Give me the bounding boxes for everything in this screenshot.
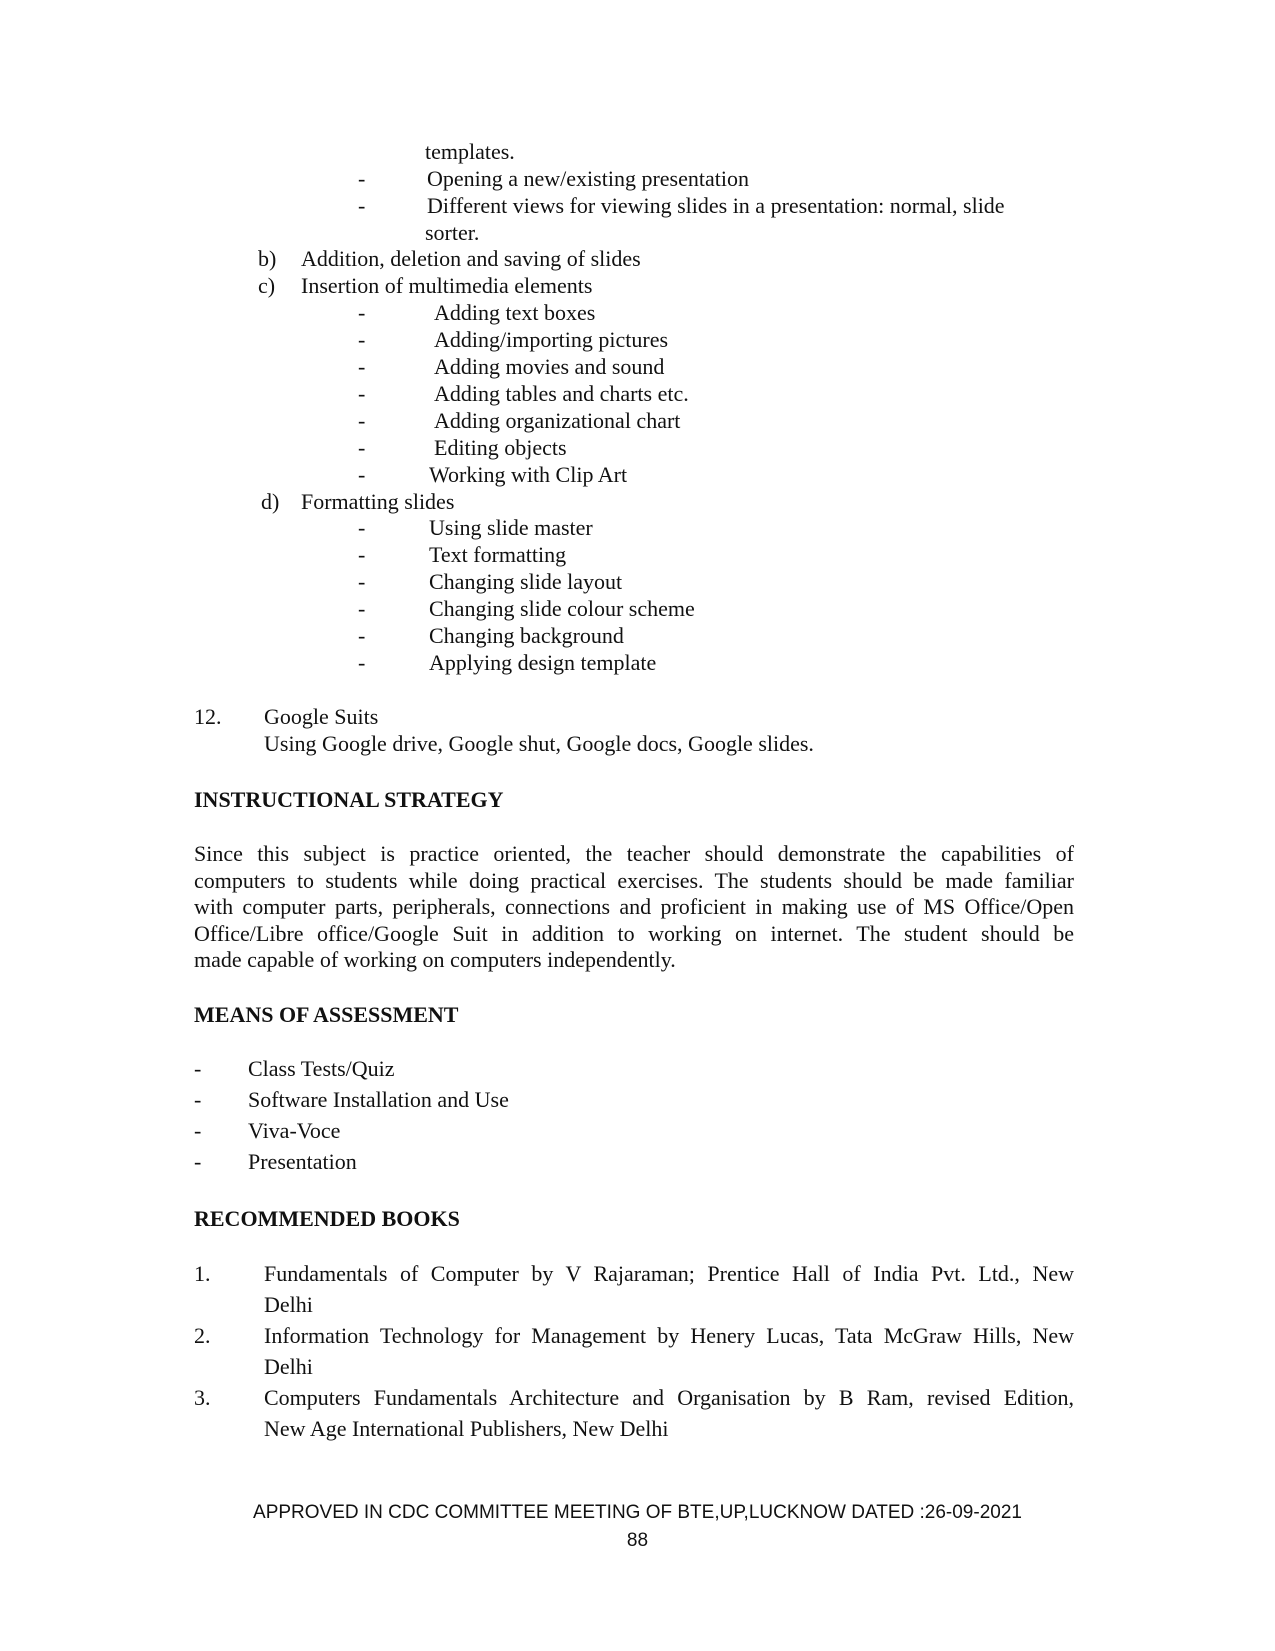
book-text [264,1382,1074,1444]
means-of-assessment-heading: MEANS OF ASSESSMENT [194,1002,459,1027]
dash-marker: - [358,300,366,325]
dash-marker: - [358,166,366,191]
paragraph-line: with computer parts, peripherals, connections and proficient in making use of MS Office/Open [194,894,1074,919]
list-item: Adding tables and charts etc. [434,381,689,406]
dash-marker: - [358,596,366,621]
paragraph-line: made capable of working on computers independently. [194,947,676,972]
list-item: Changing background [429,623,624,648]
book-line: Computers Fundamentals Architecture and Organisation by B Ram, revised Edition, [264,1385,1074,1410]
assessment-item: Class Tests/Quiz [248,1056,395,1081]
book-number: 2. [194,1323,211,1348]
book-text [264,1320,1074,1382]
list-item: Text formatting [429,542,567,567]
topic-number: 12. [194,704,222,729]
paragraph-line: computers to students while doing practical exercises. The students should be made familiar [194,867,1074,893]
page-number: 88 [626,1530,649,1551]
dash-marker: - [194,1056,202,1081]
instructional-strategy-heading: INSTRUCTIONAL STRATEGY [194,787,504,812]
list-item: Applying design template [429,650,657,675]
dash-marker: - [358,327,366,352]
list-item: Adding organizational chart [434,408,681,433]
topic-title: Google Suits [264,704,379,729]
topic-detail: Using Google drive, Google shut, Google docs, Google slides. [264,731,814,756]
recommended-books-heading: RECOMMENDED BOOKS [194,1206,460,1231]
dash-marker: - [194,1149,202,1174]
dash-marker: - [358,193,366,218]
book-number: 3. [194,1385,211,1410]
dash-marker: - [358,462,366,487]
section-marker-c: c) [258,273,276,298]
dash-marker: - [358,569,366,594]
list-item: Working with Clip Art [429,462,628,487]
dash-marker: - [358,623,366,648]
assessment-item: Presentation [248,1149,357,1174]
section-title-b: Addition, deletion and saving of slides [301,246,641,271]
dash-marker: - [358,408,366,433]
dash-marker: - [358,435,366,460]
list-item: Editing objects [434,435,567,460]
book-line: Delhi [264,1292,313,1317]
book-number: 1. [194,1261,211,1286]
dash-marker: - [358,542,366,567]
book-line: New Age International Publishers, New Delhi [264,1416,669,1441]
paragraph-line: Office/Libre office/Google Suit in addition to working on internet. The student should be [194,920,1074,946]
book-line: Fundamentals of Computer by V Rajaraman; Prentice Hall of India Pvt. Ltd., New [264,1261,1074,1286]
dash-marker: - [358,515,366,540]
assessment-item: Software Installation and Use [248,1087,509,1112]
section-marker-d: d) [261,489,280,514]
dash-marker: - [358,650,366,675]
dash-marker: - [194,1087,202,1112]
dash-marker: - [358,381,366,406]
book-line: Information Technology for Management by Henery Lucas, Tata McGraw Hills, New [264,1323,1074,1348]
book-text [264,1258,1074,1320]
list-item: Using slide master [429,515,593,540]
list-item-views-line2: sorter. [425,220,480,245]
section-marker-b: b) [258,246,277,271]
list-item-views-line1: Different views for viewing slides in a presentation: normal, slide [427,193,1005,218]
section-title-d: Formatting slides [301,489,455,514]
dash-marker: - [194,1118,202,1143]
assessment-item: Viva-Voce [248,1118,341,1143]
list-item: Changing slide colour scheme [429,596,695,621]
dash-marker: - [358,354,366,379]
list-item: Changing slide layout [429,569,623,594]
approval-footer: APPROVED IN CDC COMMITTEE MEETING OF BTE,UP,LUCKNOW DATED :26-09-2021 [253,1502,1022,1523]
book-line: Delhi [264,1354,313,1379]
list-item: Adding/importing pictures [434,327,669,352]
list-item-open-presentation: Opening a new/existing presentation [427,166,749,191]
list-item: Adding movies and sound [434,354,665,379]
list-item-templates-cont: templates. [425,139,515,164]
section-title-c: Insertion of multimedia elements [301,273,593,298]
paragraph-line: Since this subject is practice oriented, the teacher should demonstrate the capabilities of [194,841,1074,866]
instructional-strategy-paragraph [194,841,1074,974]
list-item: Adding text boxes [434,300,596,325]
